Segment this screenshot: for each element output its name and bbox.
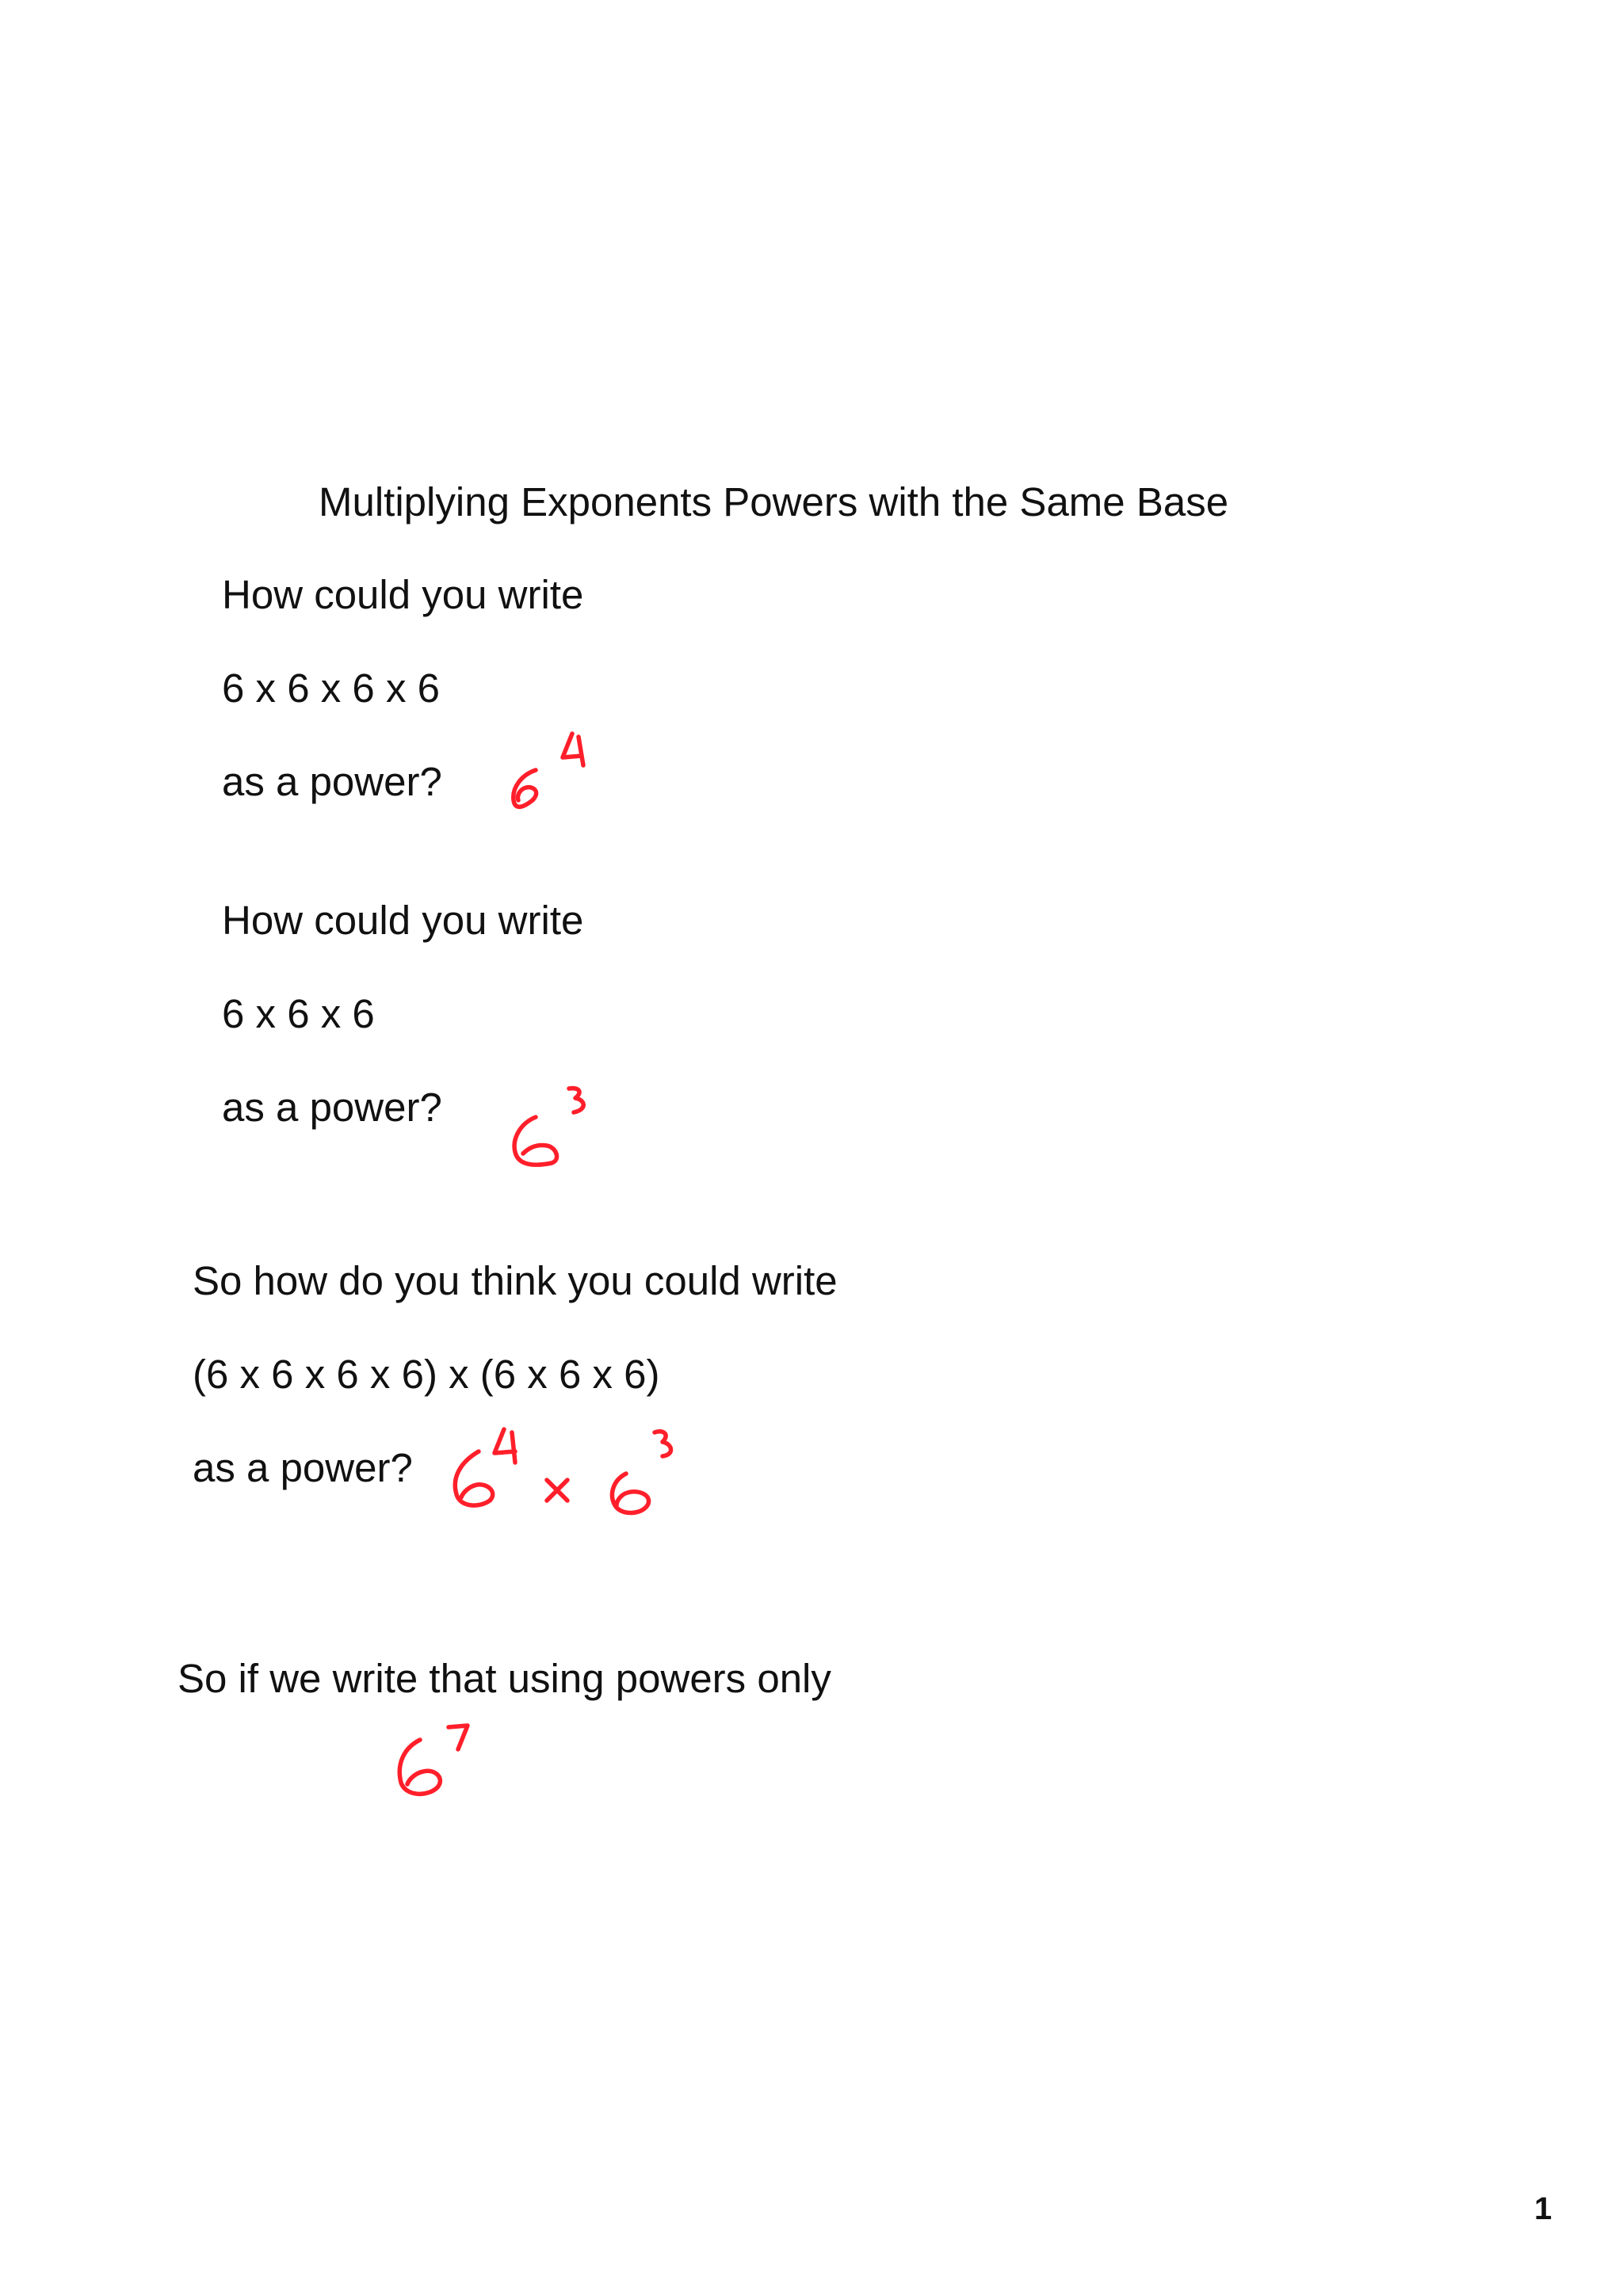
handwritten-answer-2 <box>514 1089 583 1165</box>
question-3-prompt: So how do you think you could write <box>193 1258 838 1303</box>
page-title: Multiplying Exponents Powers with the Same Base <box>319 479 1229 524</box>
question-1-prompt: How could you write <box>222 572 584 617</box>
question-2-prompt: How could you write <box>222 898 584 943</box>
question-2-ask: as a power? <box>222 1085 442 1130</box>
handwritten-answer-4 <box>399 1726 468 1794</box>
handwritten-answer-3 <box>455 1429 670 1513</box>
question-4-prompt: So if we write that using powers only <box>178 1656 831 1701</box>
question-1-ask: as a power? <box>222 759 442 804</box>
page-number: 1 <box>1534 2191 1552 2226</box>
handwritten-answer-1 <box>514 734 583 807</box>
question-2-expression: 6 x 6 x 6 <box>222 991 375 1036</box>
question-3-expression: (6 x 6 x 6 x 6) x (6 x 6 x 6) <box>193 1352 660 1397</box>
question-3-ask: as a power? <box>193 1445 413 1490</box>
question-1-expression: 6 x 6 x 6 x 6 <box>222 666 440 711</box>
